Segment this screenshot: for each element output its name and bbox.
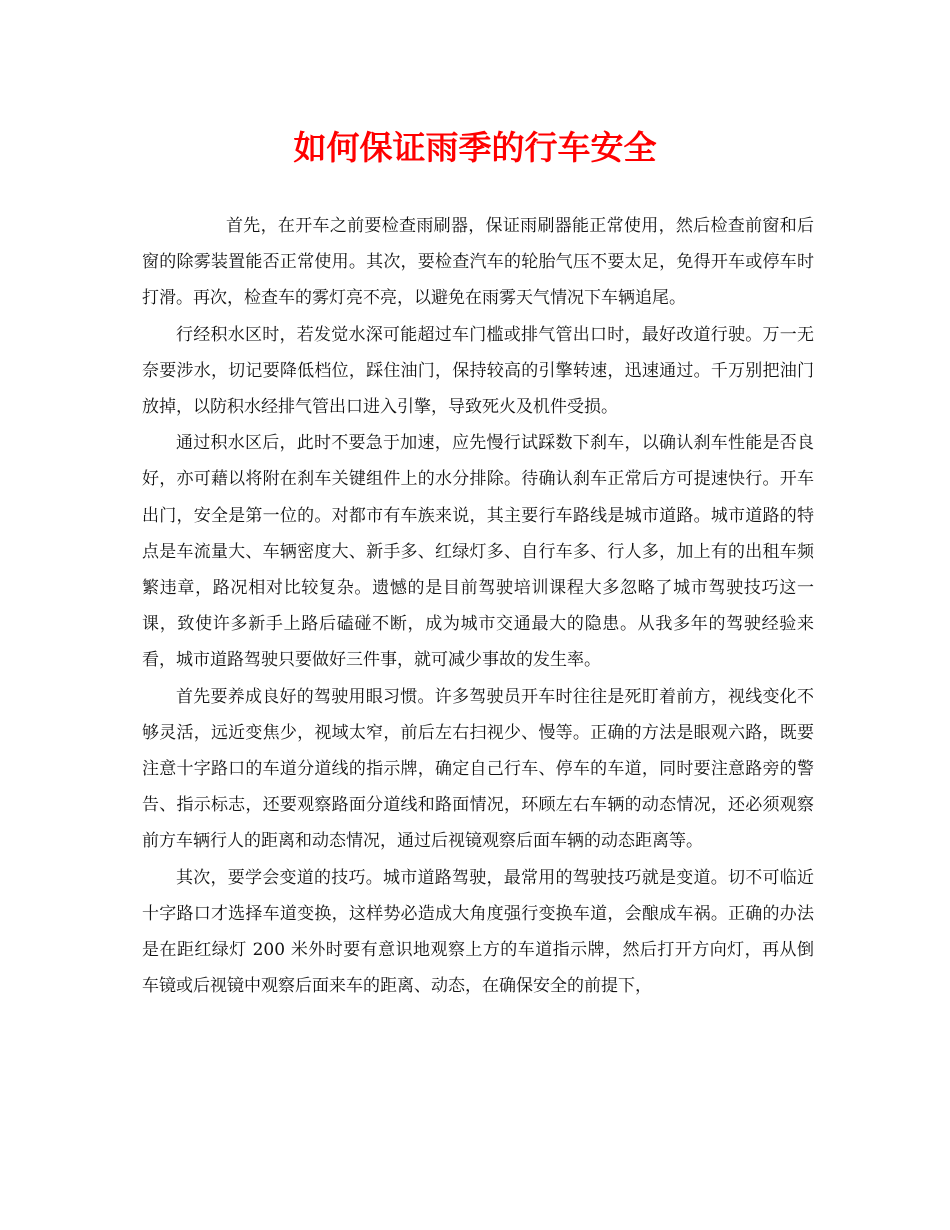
paragraph-4: 首先要养成良好的驾驶用眼习惯。许多驾驶员开车时往往是死盯着前方，视线变化不够灵活，远近变焦少，视域太窄，前后左右扫视少、慢等。正确的方法是眼观六路，既要注意十字路口的车道分道线的指示牌，确定自己行车、停车的车道，同时要注意路旁的警告、指示标志，还要观察路面分道线和路面情况，环顾左右车辆的动态情况，还必须观察前方车辆行人的距离和动态情况，通过后视镜观察后面车辆的动态距离等。 xyxy=(142,686,814,852)
paragraph-2: 行经积水区时，若发觉水深可能超过车门槛或排气管出口时，最好改道行驶。万一无奈要涉水，切记要降低档位，踩住油门，保持较高的引擎转速，迅速通过。千万别把油门放掉，以防积水经排气管出口进入引擎，导致死火及机件受损。 xyxy=(142,324,814,418)
document-title: 如何保证雨季的行车安全 xyxy=(293,128,657,167)
paragraph-3: 通过积水区后，此时不要急于加速，应先慢行试踩数下刹车，以确认刹车性能是否良好，亦可藉以将附在刹车关键组件上的水分排除。待确认刹车正常后方可提速快行。开车出门，安全是第一位的。对都市有车族来说，其主要行车路线是城市道路。城市道路的特点是车流量大、车辆密度大、新手多、红绿灯多、自行车多、行人多，加上有的出租车频繁违章，路况相对比较复杂。遗憾的是目前驾驶培训课程大多忽略了城市驾驶技巧这一课，致使许多新手上路后磕碰不断，成为城市交通最大的隐患。从我多年的驾驶经验来看，城市道路驾驶只要做好三件事，就可减少事故的发生率。 xyxy=(142,433,814,671)
document-body xyxy=(142,208,814,1004)
paragraph-5: 其次，要学会变道的技巧。城市道路驾驶，最常用的驾驶技巧就是变道。切不可临近十字路口才选择车道变换，这样势必造成大角度强行变换车道，会酿成车祸。正确的办法是在距红绿灯 200 米外时要有意识地观察上方的车道指示牌，然后打开方向灯，再从倒车镜或后视镜中观察后面来车的距离、动态，在确保安全的前提下， xyxy=(142,867,814,997)
paragraph-1: 首先，在开车之前要检查雨刷器，保证雨刷器能正常使用，然后检查前窗和后窗的除雾装置能否正常使用。其次，要检查汽车的轮胎气压不要太足，免得开车或停车时打滑。再次，检查车的雾灯亮不亮，以避免在雨雾天气情况下车辆追尾。 xyxy=(142,216,814,309)
